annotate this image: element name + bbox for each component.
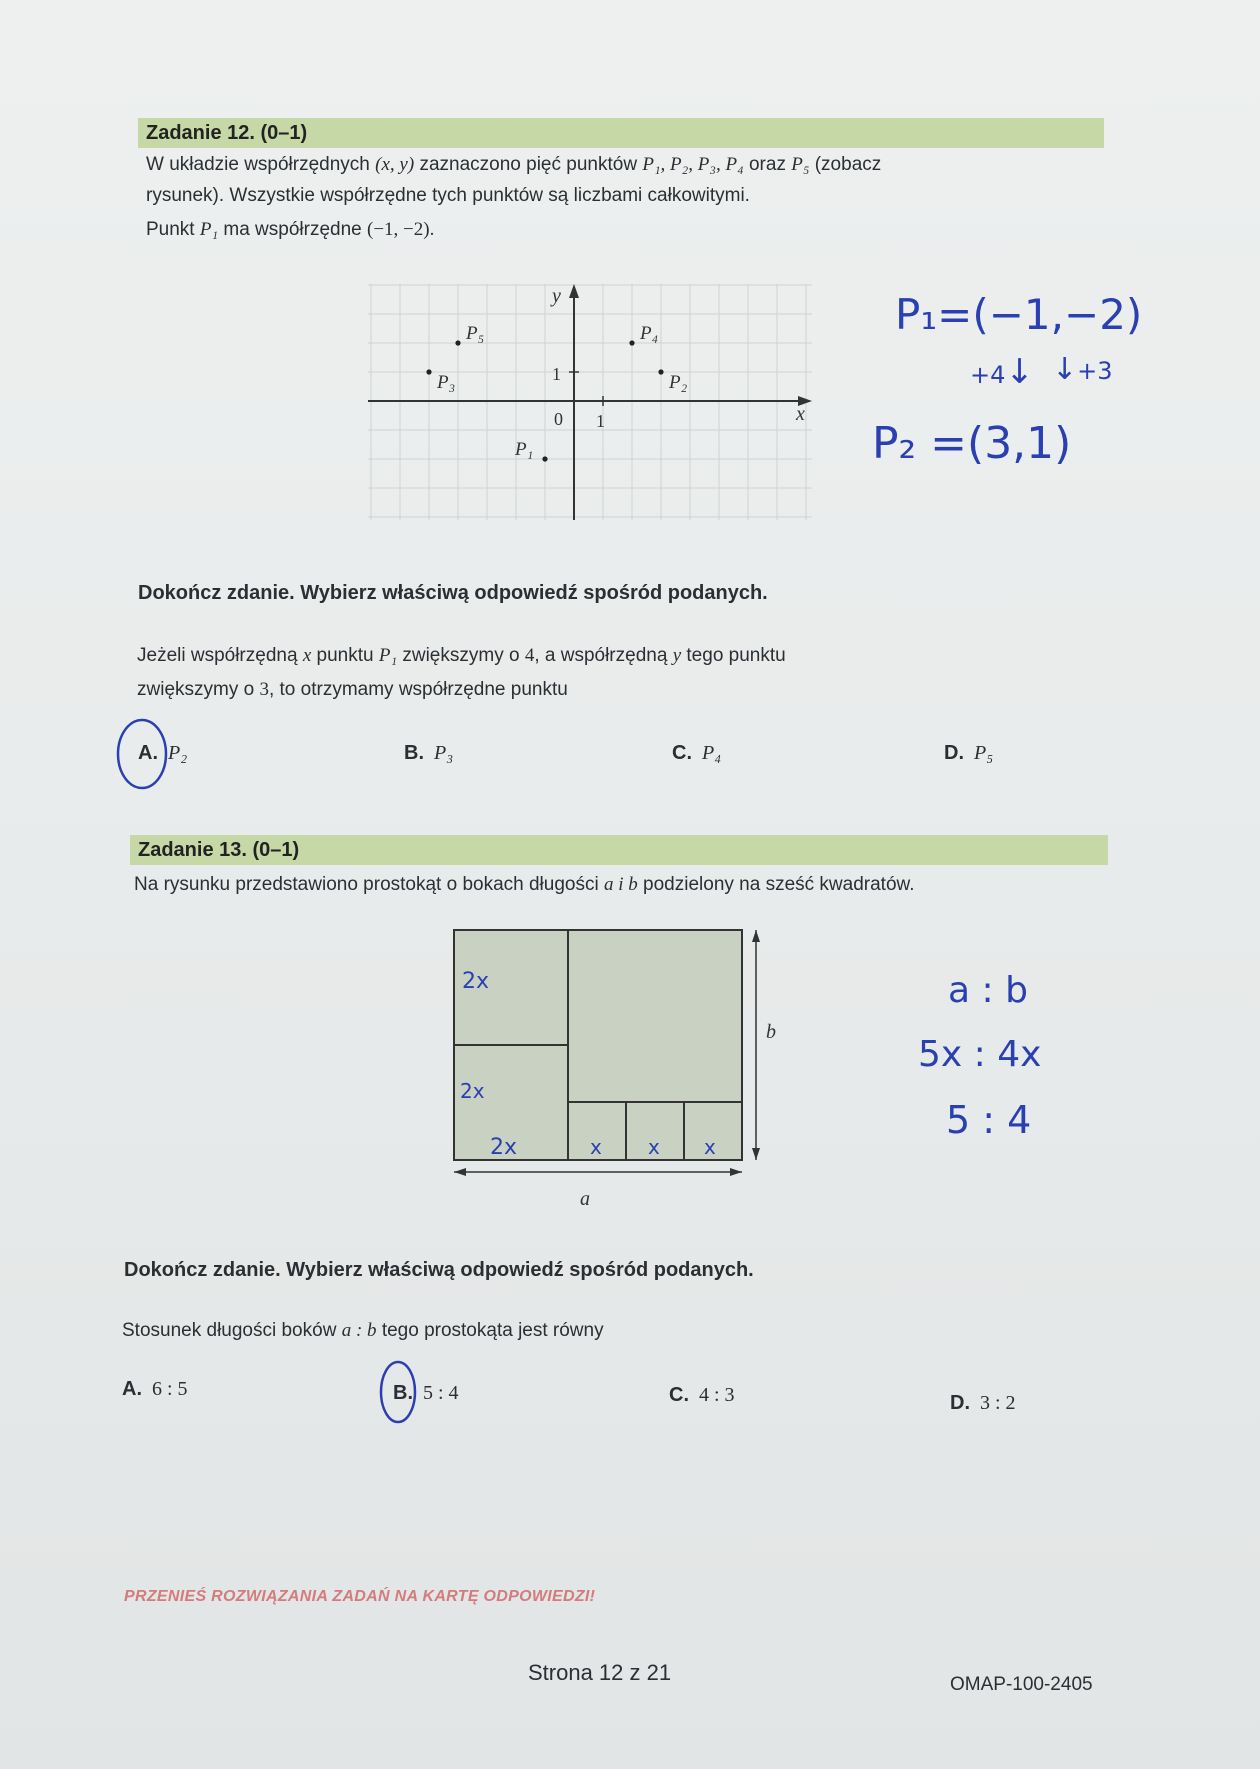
- footer-exam-code: OMAP-100-2405: [950, 1674, 1093, 1695]
- task12-intro-line2: rysunek). Wszystkie współrzędne tych punktów są liczbami całkowitymi.: [146, 185, 750, 206]
- task12-option-d[interactable]: D. P₅: [944, 742, 994, 764]
- x-axis-label: x: [796, 403, 805, 425]
- footer-page-number: Strona 12 z 21: [528, 1660, 672, 1685]
- y-axis-arrow: [569, 284, 579, 298]
- handwritten-p2: P₂ =(3,1): [872, 418, 1072, 469]
- task12-question-line1: Jeżeli współrzędną x punktu P₁ zwiększymy o 4, a współrzędną y tego punktu: [137, 645, 786, 666]
- point-1-dot: [542, 456, 547, 461]
- handwritten-step-y: ↓+3: [1052, 352, 1113, 387]
- task13-circle-mark: [376, 1358, 420, 1426]
- dimension-b-label: b: [766, 1021, 776, 1043]
- hand-label-x-2: x: [648, 1135, 660, 1159]
- point-3-label: P₃: [437, 372, 456, 393]
- y-axis-label: y: [552, 285, 561, 307]
- graph-axes: [368, 284, 812, 520]
- dimension-b-arrow-bottom: [752, 1148, 760, 1160]
- point-4-dot: [629, 340, 634, 345]
- point-1-label: P₁: [515, 439, 534, 460]
- task13-instruction: Dokończ zdanie. Wybierz właściwą odpowiedź spośród podanych.: [124, 1259, 754, 1281]
- task13-option-a[interactable]: A. 6 : 5: [122, 1378, 188, 1400]
- task13-option-c[interactable]: C. 4 : 3: [669, 1384, 735, 1406]
- hand-label-square-1: 2x: [462, 969, 490, 994]
- point-5-dot: [455, 340, 460, 345]
- task13-option-b[interactable]: B. 5 : 4: [393, 1382, 459, 1404]
- hand-label-bottom-2x: 2x: [490, 1135, 518, 1160]
- handwritten-ratio-2: 5x : 4x: [918, 1034, 1042, 1075]
- task13-option-d[interactable]: D. 3 : 2: [950, 1392, 1016, 1414]
- x-tick-label: 1: [596, 411, 605, 431]
- point-3-dot: [426, 369, 431, 374]
- origin-label: 0: [554, 409, 563, 429]
- hand-label-square-2: 2x: [460, 1079, 485, 1103]
- dimension-b-arrow-top: [752, 930, 760, 942]
- handwritten-step-x: +4↓: [970, 352, 1034, 392]
- y-tick-label: 1: [552, 364, 561, 384]
- task12-option-c[interactable]: C. P₄: [672, 742, 722, 764]
- task12-circle-mark: [112, 716, 172, 792]
- task12-option-b[interactable]: B. P₃: [404, 742, 454, 764]
- handwritten-ratio-1: a : b: [948, 970, 1028, 1011]
- dimension-a-arrow-right: [730, 1168, 742, 1176]
- rectangle-figure: [440, 920, 780, 1210]
- handwritten-p1: P₁=(−1,−2): [895, 290, 1143, 339]
- point-4-label: P₄: [640, 323, 659, 344]
- task12-intro-line1: W układzie współrzędnych (x, y) zaznaczono pięć punktów P₁, P₂, P₃, P₄ oraz P₅ (zobacz: [146, 154, 882, 175]
- dimension-a-arrow-left: [454, 1168, 466, 1176]
- task12-intro-line3: Punkt P₁ ma współrzędne (−1, −2).: [146, 219, 435, 240]
- hand-label-x-3: x: [704, 1135, 716, 1159]
- point-2-dot: [658, 369, 663, 374]
- footer-transfer-notice: PRZENIEŚ ROZWIĄZANIA ZADAŃ NA KARTĘ ODPOWIEDZI!: [124, 1588, 596, 1605]
- task12-question-line2: zwiększymy o 3, to otrzymamy współrzędne punktu: [137, 679, 568, 700]
- point-2-label: P₂: [669, 372, 688, 393]
- handwritten-ratio-3: 5 : 4: [946, 1098, 1032, 1142]
- graph-points: [426, 323, 687, 462]
- task13-header: Zadanie 13. (0–1): [130, 835, 1108, 865]
- point-5-label: P₅: [466, 323, 485, 344]
- task12-option-a[interactable]: A. P₂: [138, 742, 188, 764]
- coordinate-graph: [360, 280, 820, 530]
- hand-label-x-1: x: [590, 1135, 602, 1159]
- task12-instruction: Dokończ zdanie. Wybierz właściwą odpowiedź spośród podanych.: [138, 582, 768, 604]
- task13-intro: Na rysunku przedstawiono prostokąt o bokach długości a i b podzielony na sześć kwadratów.: [134, 874, 915, 895]
- task12-header: Zadanie 12. (0–1): [138, 118, 1104, 148]
- task13-question: Stosunek długości boków a : b tego prostokąta jest równy: [122, 1320, 604, 1341]
- dimension-a-label: a: [580, 1188, 590, 1210]
